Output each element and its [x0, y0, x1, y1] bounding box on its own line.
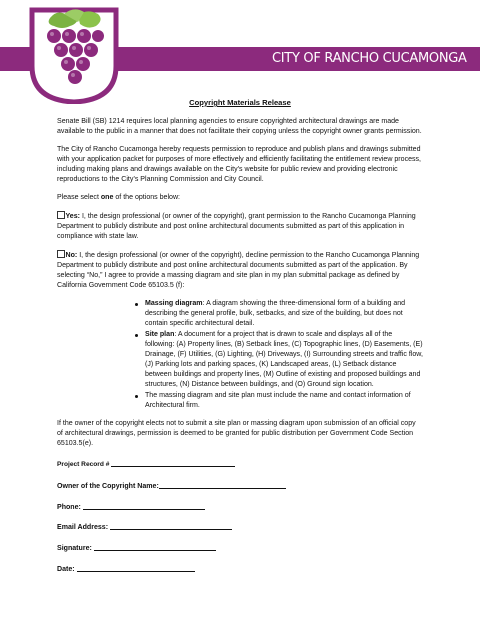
- bullet-icon: [135, 303, 138, 306]
- project-record-line[interactable]: [111, 459, 235, 467]
- date-line[interactable]: [77, 564, 195, 572]
- select-bold: one: [100, 193, 114, 201]
- bullet-text: : A document for a project that is drawn to scale and displays all of the following: (A) Property lines, (B) Setback lines, (C) Topographic lines, (D) Easements, (E) Drainage, (F) Utilities, (G) Lighting, (H) Driveways, (I) Surrounding streets and traffic flow, (J) Parking lots and parking spaces, (K) Landscaped areas, (L) Setback distance between buildings and property lines, (M) Outline of existing and proposed buildings and structures, (N) Distance between buildings, and (O) Ground sign location.: [145, 331, 423, 388]
- phone-field[interactable]: [57, 502, 423, 513]
- phone-label: Phone:: [57, 503, 81, 511]
- select-instruction: [57, 193, 423, 203]
- list-item: [145, 330, 423, 389]
- option-yes: [57, 211, 423, 242]
- document-title: Copyright Materials Release: [189, 98, 291, 107]
- date-field[interactable]: [57, 564, 423, 575]
- email-field[interactable]: [57, 522, 423, 533]
- list-item: [145, 299, 423, 329]
- list-item: [145, 391, 423, 411]
- no-label: No:: [65, 252, 78, 260]
- city-name: CITY OF RANCHO CUCAMONGA: [272, 51, 467, 66]
- signature-field[interactable]: [57, 543, 423, 554]
- paragraph-deemed-granted: If the owner of the copyright elects not to submit a site plan or massing diagram upon submission of an official copy of architectural drawings, permission is deemed to be granted for public distribution per Government Code Section 65103.5(e).: [57, 420, 416, 447]
- email-line[interactable]: [110, 522, 232, 530]
- owner-line[interactable]: [159, 481, 286, 489]
- owner-field[interactable]: [57, 481, 423, 492]
- signature-fields: [57, 459, 423, 575]
- yes-label: Yes:: [65, 213, 80, 221]
- phone-line[interactable]: [83, 502, 205, 510]
- bullet-text: : A diagram showing the three-dimensional form of a building and describing the general profile, bulk, setbacks, and size of the building, but does not contain specific architectural detail.: [145, 300, 406, 327]
- signature-line[interactable]: [94, 543, 216, 551]
- no-text: I, the design professional (or owner of the copyright), decline permission to the Rancho Cucamonga Planning Department to publicly distribute and post online architectural documents submitted as part of the application. By selecting “No,” I agree to provide a massing diagram and site plan in my plan submittal package as defined by California Government Code 65103.5 (f):: [57, 252, 420, 289]
- document-body: [57, 98, 423, 575]
- no-checkbox[interactable]: [57, 250, 65, 258]
- grape-cluster-logo-icon: [28, 6, 120, 104]
- bullet-bold: Massing diagram: [145, 300, 203, 308]
- requirements-list: [57, 299, 423, 411]
- date-label: Date:: [57, 566, 75, 574]
- email-label: Email Address:: [57, 524, 109, 532]
- signature-label: Signature:: [57, 545, 92, 553]
- select-prefix: Please select: [57, 193, 101, 201]
- select-suffix: of the options below:: [113, 193, 181, 201]
- paragraph-permission-request: The City of Rancho Cucamonga hereby requests permission to reproduce and publish plans and drawings submitted with your application packet for purposes of more effectively and efficiently facilitating the entitlement review process, including making plans and drawings available on the City’s website for public review and providing electronic reproductions to the City’s Planning Commission and City Council.: [57, 146, 422, 183]
- project-record-field[interactable]: [57, 459, 423, 470]
- bullet-icon: [135, 395, 138, 398]
- bullet-icon: [135, 334, 138, 337]
- yes-checkbox[interactable]: [57, 211, 65, 219]
- yes-text: I, the design professional (or owner of the copyright), grant permission to the Rancho Cucamonga Planning Department to publicly distribute and post online architectural documents submitted as part of this application in compliance with state law.: [57, 213, 416, 240]
- owner-label: Owner of the Copyright Name:: [57, 482, 159, 490]
- bullet-bold: Site plan: [145, 331, 175, 339]
- project-record-label: Project Record #: [57, 460, 110, 468]
- bullet-text: The massing diagram and site plan must include the name and contact information of Architectural firm.: [145, 392, 411, 410]
- paragraph-sb1214: Senate Bill (SB) 1214 requires local planning agencies to ensure copyrighted architectural drawings are made available to the public in a manner that does not facilitate their copying unless the copyright owner grants permission.: [57, 117, 422, 135]
- option-no: [57, 250, 423, 291]
